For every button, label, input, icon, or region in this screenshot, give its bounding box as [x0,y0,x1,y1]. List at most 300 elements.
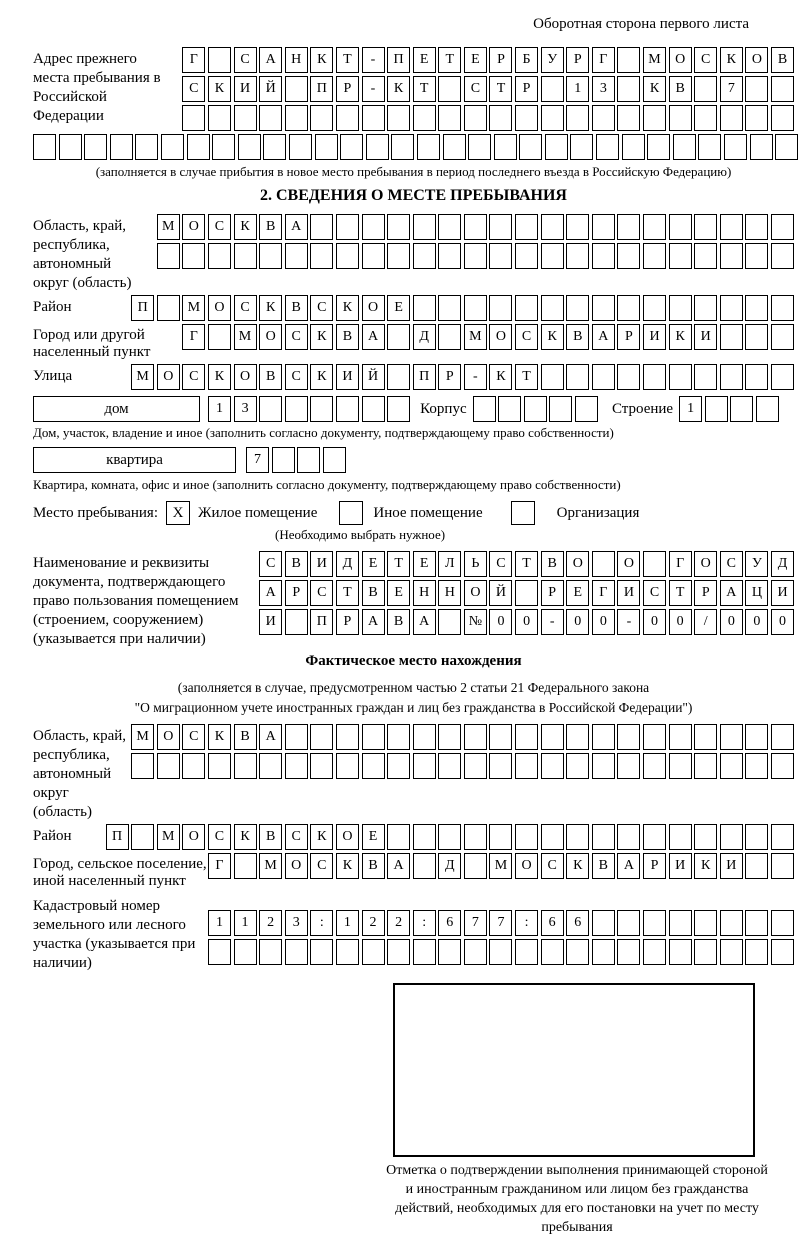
char-cell[interactable] [285,939,308,965]
char-cell[interactable]: И [336,364,359,390]
char-cell[interactable] [596,134,619,160]
char-cell[interactable]: - [541,609,564,635]
char-cell[interactable]: Й [489,580,512,606]
char-cell[interactable] [617,76,640,102]
char-cell[interactable]: С [182,364,205,390]
char-cell[interactable]: : [413,910,436,936]
char-cell[interactable] [694,910,717,936]
char-cell[interactable]: В [336,324,359,350]
char-cell[interactable]: М [131,724,154,750]
char-cell[interactable] [617,753,640,779]
char-cell[interactable]: К [259,295,282,321]
char-cell[interactable] [592,910,615,936]
char-cell[interactable] [438,243,461,269]
prev-address-row-2[interactable] [182,76,794,102]
char-cell[interactable] [362,724,385,750]
char-cell[interactable] [669,295,692,321]
char-cell[interactable] [720,214,743,240]
char-cell[interactable]: 0 [643,609,666,635]
char-cell[interactable]: А [592,324,615,350]
char-cell[interactable]: Р [566,47,589,73]
char-cell[interactable]: С [310,295,333,321]
char-cell[interactable]: И [669,853,692,879]
char-cell[interactable] [720,364,743,390]
char-cell[interactable] [617,105,640,131]
char-cell[interactable] [391,134,414,160]
char-cell[interactable]: К [720,47,743,73]
char-cell[interactable] [592,243,615,269]
char-cell[interactable]: С [643,580,666,606]
char-cell[interactable] [720,939,743,965]
char-cell[interactable]: Г [669,551,692,577]
street-row[interactable] [131,364,794,390]
district-row[interactable] [131,295,794,321]
char-cell[interactable] [362,243,385,269]
char-cell[interactable] [720,324,743,350]
char-cell[interactable]: Е [362,551,385,577]
char-cell[interactable] [289,134,312,160]
char-cell[interactable]: Е [464,47,487,73]
char-cell[interactable] [515,243,538,269]
char-cell[interactable]: С [285,324,308,350]
char-cell[interactable] [515,295,538,321]
char-cell[interactable] [669,364,692,390]
char-cell[interactable] [489,753,512,779]
char-cell[interactable] [694,939,717,965]
char-cell[interactable] [336,939,359,965]
char-cell[interactable]: Т [669,580,692,606]
char-cell[interactable] [387,824,410,850]
char-cell[interactable]: С [489,551,512,577]
char-cell[interactable] [336,214,359,240]
char-cell[interactable] [745,364,768,390]
char-cell[interactable] [694,105,717,131]
char-cell[interactable]: П [310,76,333,102]
char-cell[interactable] [310,243,333,269]
char-cell[interactable]: О [489,324,512,350]
char-cell[interactable]: Р [515,76,538,102]
char-cell[interactable] [720,105,743,131]
char-cell[interactable] [438,105,461,131]
char-cell[interactable] [515,580,538,606]
char-cell[interactable]: 3 [592,76,615,102]
char-cell[interactable] [515,939,538,965]
char-cell[interactable]: А [413,609,436,635]
actual-region-row-2[interactable] [131,753,794,779]
char-cell[interactable] [310,396,333,422]
char-cell[interactable] [592,753,615,779]
char-cell[interactable]: П [310,609,333,635]
char-cell[interactable]: А [259,580,282,606]
char-cell[interactable] [387,243,410,269]
char-cell[interactable]: У [745,551,768,577]
char-cell[interactable] [438,824,461,850]
char-cell[interactable] [413,824,436,850]
char-cell[interactable]: Д [771,551,794,577]
cadastral-row-1[interactable] [208,910,794,936]
char-cell[interactable] [720,724,743,750]
char-cell[interactable] [310,939,333,965]
char-cell[interactable] [745,910,768,936]
document-row-2[interactable] [259,580,794,606]
char-cell[interactable]: С [694,47,717,73]
char-cell[interactable] [745,295,768,321]
char-cell[interactable] [541,753,564,779]
char-cell[interactable]: Б [515,47,538,73]
char-cell[interactable] [720,243,743,269]
char-cell[interactable]: Е [362,824,385,850]
char-cell[interactable]: Д [336,551,359,577]
char-cell[interactable]: - [362,47,385,73]
char-cell[interactable] [643,295,666,321]
char-cell[interactable]: О [259,324,282,350]
document-row-3[interactable] [259,609,794,635]
char-cell[interactable] [669,243,692,269]
char-cell[interactable] [438,214,461,240]
char-cell[interactable] [413,853,436,879]
char-cell[interactable]: Г [592,47,615,73]
char-cell[interactable]: Т [413,76,436,102]
char-cell[interactable] [592,295,615,321]
char-cell[interactable] [212,134,235,160]
char-cell[interactable] [669,824,692,850]
char-cell[interactable] [575,396,598,422]
char-cell[interactable] [730,396,753,422]
char-cell[interactable] [310,724,333,750]
char-cell[interactable] [336,753,359,779]
apartment-cells[interactable] [246,447,346,473]
char-cell[interactable] [647,134,670,160]
char-cell[interactable] [336,105,359,131]
char-cell[interactable]: В [669,76,692,102]
char-cell[interactable] [464,105,487,131]
char-cell[interactable] [464,243,487,269]
char-cell[interactable] [771,824,794,850]
char-cell[interactable]: О [515,853,538,879]
char-cell[interactable] [515,105,538,131]
char-cell[interactable] [285,243,308,269]
char-cell[interactable] [549,396,572,422]
char-cell[interactable] [541,724,564,750]
char-cell[interactable]: П [413,364,436,390]
char-cell[interactable]: 0 [592,609,615,635]
char-cell[interactable] [643,551,666,577]
char-cell[interactable]: : [515,910,538,936]
char-cell[interactable]: 7 [720,76,743,102]
char-cell[interactable] [336,243,359,269]
char-cell[interactable] [617,364,640,390]
char-cell[interactable]: А [720,580,743,606]
char-cell[interactable] [694,214,717,240]
char-cell[interactable]: И [643,324,666,350]
char-cell[interactable] [464,939,487,965]
char-cell[interactable] [592,364,615,390]
char-cell[interactable] [705,396,728,422]
char-cell[interactable]: К [566,853,589,879]
char-cell[interactable] [541,364,564,390]
char-cell[interactable] [182,243,205,269]
char-cell[interactable]: Е [387,295,410,321]
char-cell[interactable] [208,753,231,779]
char-cell[interactable] [238,134,261,160]
char-cell[interactable]: / [694,609,717,635]
char-cell[interactable]: М [157,824,180,850]
char-cell[interactable]: О [234,364,257,390]
char-cell[interactable] [566,939,589,965]
char-cell[interactable]: Е [413,551,436,577]
char-cell[interactable]: : [310,910,333,936]
korpus-cells[interactable] [473,396,598,422]
char-cell[interactable]: С [720,551,743,577]
char-cell[interactable] [669,724,692,750]
char-cell[interactable]: С [259,551,282,577]
char-cell[interactable] [310,214,333,240]
char-cell[interactable] [566,295,589,321]
cadastral-row-2[interactable] [208,939,794,965]
char-cell[interactable] [413,214,436,240]
char-cell[interactable] [617,243,640,269]
char-cell[interactable]: А [617,853,640,879]
char-cell[interactable]: Й [362,364,385,390]
char-cell[interactable] [366,134,389,160]
char-cell[interactable] [519,134,542,160]
char-cell[interactable]: М [259,853,282,879]
char-cell[interactable]: Р [694,580,717,606]
char-cell[interactable] [387,324,410,350]
char-cell[interactable]: Н [285,47,308,73]
char-cell[interactable] [323,447,346,473]
char-cell[interactable] [745,324,768,350]
char-cell[interactable]: К [489,364,512,390]
char-cell[interactable]: К [336,295,359,321]
region-row-2[interactable] [157,243,794,269]
char-cell[interactable] [541,939,564,965]
char-cell[interactable] [413,724,436,750]
char-cell[interactable] [775,134,798,160]
char-cell[interactable] [643,910,666,936]
char-cell[interactable] [694,76,717,102]
char-cell[interactable]: Е [387,580,410,606]
char-cell[interactable]: Л [438,551,461,577]
char-cell[interactable] [745,214,768,240]
char-cell[interactable] [362,396,385,422]
char-cell[interactable] [566,105,589,131]
char-cell[interactable]: С [310,853,333,879]
char-cell[interactable] [285,724,308,750]
char-cell[interactable]: В [234,724,257,750]
char-cell[interactable]: К [310,364,333,390]
char-cell[interactable]: 1 [566,76,589,102]
char-cell[interactable]: К [541,324,564,350]
char-cell[interactable]: М [182,295,205,321]
char-cell[interactable]: К [310,47,333,73]
char-cell[interactable] [310,105,333,131]
char-cell[interactable] [643,824,666,850]
char-cell[interactable] [643,105,666,131]
char-cell[interactable]: М [643,47,666,73]
char-cell[interactable]: Е [413,47,436,73]
char-cell[interactable] [182,105,205,131]
char-cell[interactable] [771,753,794,779]
char-cell[interactable]: В [592,853,615,879]
char-cell[interactable] [622,134,645,160]
char-cell[interactable]: И [617,580,640,606]
char-cell[interactable]: О [464,580,487,606]
char-cell[interactable] [720,295,743,321]
char-cell[interactable]: И [310,551,333,577]
char-cell[interactable] [387,214,410,240]
char-cell[interactable] [515,214,538,240]
char-cell[interactable]: М [489,853,512,879]
char-cell[interactable]: В [566,324,589,350]
char-cell[interactable] [592,824,615,850]
char-cell[interactable]: О [362,295,385,321]
char-cell[interactable] [771,364,794,390]
char-cell[interactable]: 0 [745,609,768,635]
char-cell[interactable] [698,134,721,160]
char-cell[interactable]: Т [387,551,410,577]
char-cell[interactable] [336,396,359,422]
char-cell[interactable] [489,214,512,240]
char-cell[interactable]: - [362,76,385,102]
actual-region-row-1[interactable] [131,724,794,750]
char-cell[interactable] [157,753,180,779]
char-cell[interactable] [234,753,257,779]
char-cell[interactable] [669,753,692,779]
char-cell[interactable]: 6 [566,910,589,936]
char-cell[interactable] [524,396,547,422]
char-cell[interactable] [566,824,589,850]
char-cell[interactable] [720,910,743,936]
char-cell[interactable]: 2 [259,910,282,936]
char-cell[interactable]: У [541,47,564,73]
char-cell[interactable] [643,214,666,240]
document-row-1[interactable] [259,551,794,577]
char-cell[interactable] [413,295,436,321]
char-cell[interactable] [438,609,461,635]
char-cell[interactable]: О [566,551,589,577]
char-cell[interactable] [438,76,461,102]
char-cell[interactable] [285,76,308,102]
char-cell[interactable] [464,853,487,879]
char-cell[interactable]: № [464,609,487,635]
char-cell[interactable] [566,214,589,240]
char-cell[interactable] [541,824,564,850]
char-cell[interactable] [438,724,461,750]
char-cell[interactable]: О [285,853,308,879]
char-cell[interactable] [617,824,640,850]
char-cell[interactable] [673,134,696,160]
char-cell[interactable]: О [617,551,640,577]
char-cell[interactable]: Е [566,580,589,606]
char-cell[interactable]: 2 [362,910,385,936]
char-cell[interactable] [272,447,295,473]
char-cell[interactable] [413,243,436,269]
char-cell[interactable] [489,824,512,850]
char-cell[interactable] [592,551,615,577]
char-cell[interactable]: 1 [234,910,257,936]
char-cell[interactable] [617,724,640,750]
char-cell[interactable] [131,753,154,779]
char-cell[interactable]: М [157,214,180,240]
char-cell[interactable]: 0 [566,609,589,635]
char-cell[interactable] [669,214,692,240]
char-cell[interactable]: П [106,824,129,850]
char-cell[interactable]: 6 [438,910,461,936]
char-cell[interactable] [617,910,640,936]
char-cell[interactable] [468,134,491,160]
char-cell[interactable]: 0 [669,609,692,635]
char-cell[interactable] [498,396,521,422]
char-cell[interactable]: 7 [246,447,269,473]
char-cell[interactable] [387,364,410,390]
char-cell[interactable]: К [208,364,231,390]
char-cell[interactable] [234,243,257,269]
char-cell[interactable]: В [285,551,308,577]
char-cell[interactable] [592,105,615,131]
char-cell[interactable]: О [157,364,180,390]
char-cell[interactable] [566,364,589,390]
char-cell[interactable] [340,134,363,160]
char-cell[interactable] [417,134,440,160]
char-cell[interactable] [285,753,308,779]
actual-city-row[interactable] [208,853,794,879]
char-cell[interactable] [541,214,564,240]
char-cell[interactable]: А [387,853,410,879]
char-cell[interactable]: Ц [745,580,768,606]
char-cell[interactable] [592,939,615,965]
char-cell[interactable] [336,724,359,750]
char-cell[interactable] [387,105,410,131]
char-cell[interactable] [362,214,385,240]
char-cell[interactable]: Р [285,580,308,606]
char-cell[interactable] [617,214,640,240]
house-cells[interactable] [208,396,410,422]
char-cell[interactable]: Р [336,76,359,102]
char-cell[interactable] [494,134,517,160]
char-cell[interactable]: С [541,853,564,879]
char-cell[interactable] [771,910,794,936]
char-cell[interactable] [259,939,282,965]
char-cell[interactable] [643,243,666,269]
char-cell[interactable]: - [617,609,640,635]
checkbox-other-premises[interactable] [339,501,363,525]
char-cell[interactable] [617,939,640,965]
char-cell[interactable] [157,295,180,321]
char-cell[interactable]: О [208,295,231,321]
char-cell[interactable]: В [387,609,410,635]
char-cell[interactable]: Р [617,324,640,350]
char-cell[interactable]: Н [413,580,436,606]
char-cell[interactable]: Т [489,76,512,102]
char-cell[interactable]: 0 [489,609,512,635]
char-cell[interactable] [617,295,640,321]
char-cell[interactable] [387,939,410,965]
char-cell[interactable]: К [694,853,717,879]
char-cell[interactable] [745,939,768,965]
char-cell[interactable] [315,134,338,160]
char-cell[interactable] [745,824,768,850]
char-cell[interactable] [285,609,308,635]
char-cell[interactable] [592,214,615,240]
char-cell[interactable]: С [285,364,308,390]
char-cell[interactable]: Т [336,580,359,606]
char-cell[interactable]: О [336,824,359,850]
char-cell[interactable]: С [285,824,308,850]
char-cell[interactable]: А [285,214,308,240]
char-cell[interactable] [545,134,568,160]
char-cell[interactable]: С [310,580,333,606]
